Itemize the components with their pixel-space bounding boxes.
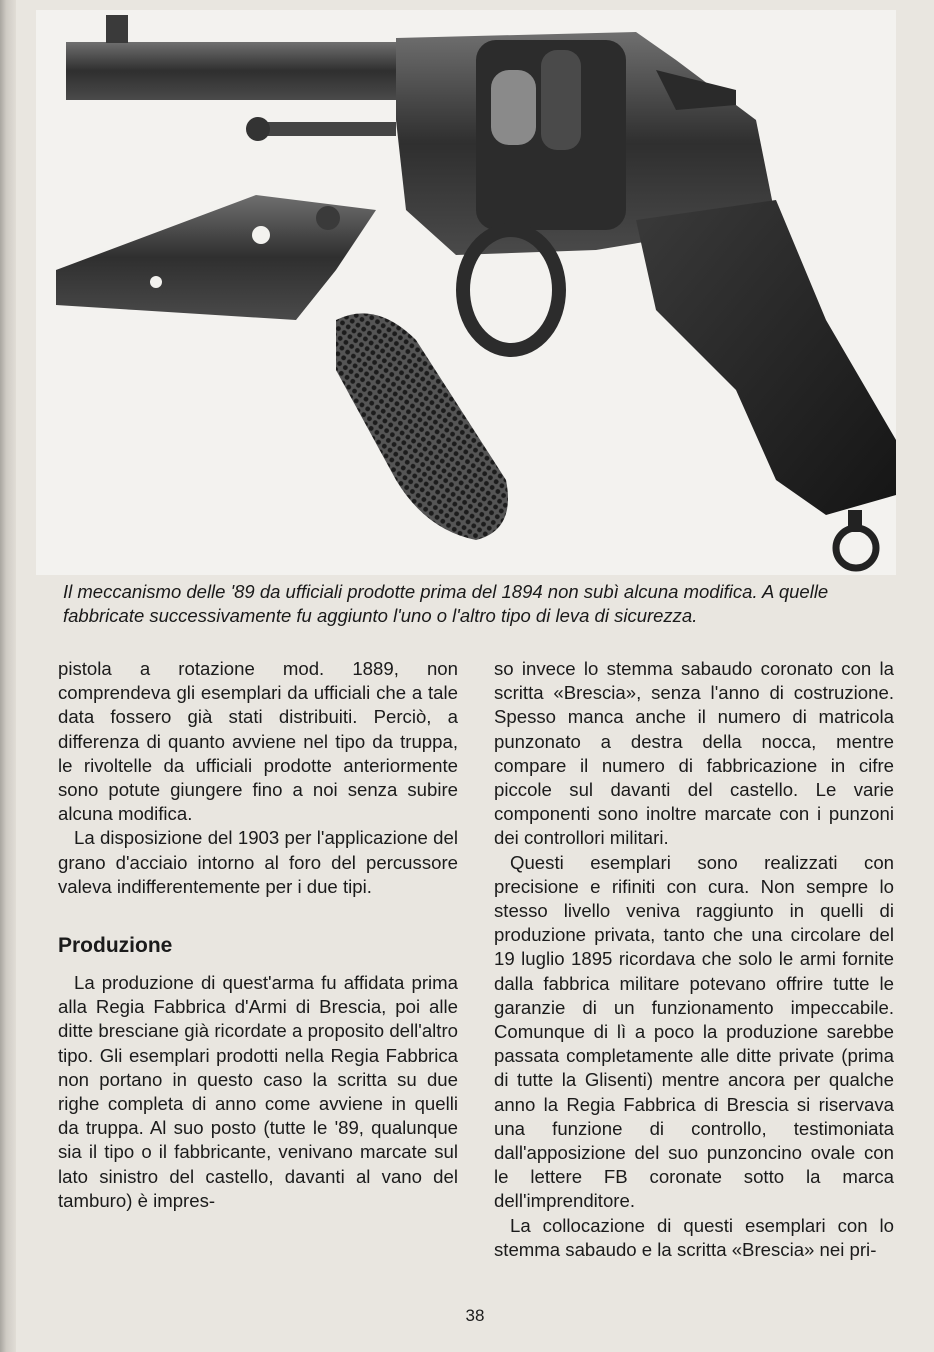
paragraph: La produzione di quest'arma fu affidata prima alla Regia Fabbrica d'Armi di Brescia, poi alle ditte bresciane già ricordate a proposito dell'altro tipo. Gli esemplari prodotti nella Regia Fabbrica non portano in questo caso la scritta su due righe completa di anno come avviene in quelli da truppa. Al suo posto (tutte le '89, qualunque sia il tipo o il fabbricante, venivano marcate sul lato sinistro del castello, davanti al vano del tamburo) è impres- [58, 972, 458, 1211]
section-heading: Produzione [58, 934, 173, 958]
paragraph: so invece lo stemma sabaudo coronato con la scritta «Brescia», senza l'anno di costruzione. Spesso manca anche il numero di matricola punzonato a destra della nocca, mentre compare il numero di fabbricazione in cifre piccole sul davanti del castello. Le varie componenti sono inoltre marcate con i punzoni dei controllori militari. [494, 658, 894, 849]
barrel [66, 42, 416, 100]
page-number: 38 [465, 1306, 485, 1325]
left-column [58, 657, 458, 1213]
revolver-photo [36, 10, 896, 575]
paragraph: Questi esemplari sono realizzati con precisione e rifiniti con cura. Non sempre lo stesso livello veniva raggiunto in quelli di produzione privata, tanto che una circolare del 19 luglio 1895 ricordava che solo le armi fornite dalla fabbrica militare potevano offrire tutte le garanzie di un funzionamento impeccabile. Comunque di lì a poco la produzione sarebbe passata completamente alle ditte private (prima di tutte la Glisenti) mentre ancora per qualche anno la Regia Fabbrica di Brescia si riservava una funzione di controllo, testimoniata dall'apposizione del suo punzoncino ovale con le lettere FB coronate sotto la marca dell'imprenditore. [494, 851, 894, 1212]
paragraph: pistola a rotazione mod. 1889, non comprendeva gli esemplari da ufficiali che a tale data fossero già stati distribuiti. Perciò, a differenza di quanto avviene nel tipo da truppa, le rivoltelle da ufficiali prodotte anteriormente sono potute giungere fino a noi senza subire alcuna modifica. [58, 658, 458, 825]
paragraph: La disposizione del 1903 per l'applicazione del grano d'acciaio intorno al foro del percussore valeva indifferentemente per i due tipi. [58, 827, 458, 897]
right-column [494, 657, 894, 1262]
figure-caption: Il meccanismo delle '89 da ufficiali prodotte prima del 1894 non subì alcuna modifica. A quelle fabbricate successivamente fu aggiunto l'uno o l'altro tipo di leva di sicurezza. [63, 581, 829, 626]
book-gutter-edge [0, 0, 16, 1352]
paragraph: La collocazione di questi esemplari con lo stemma sabaudo e la scritta «Brescia» nei pri- [494, 1214, 894, 1260]
